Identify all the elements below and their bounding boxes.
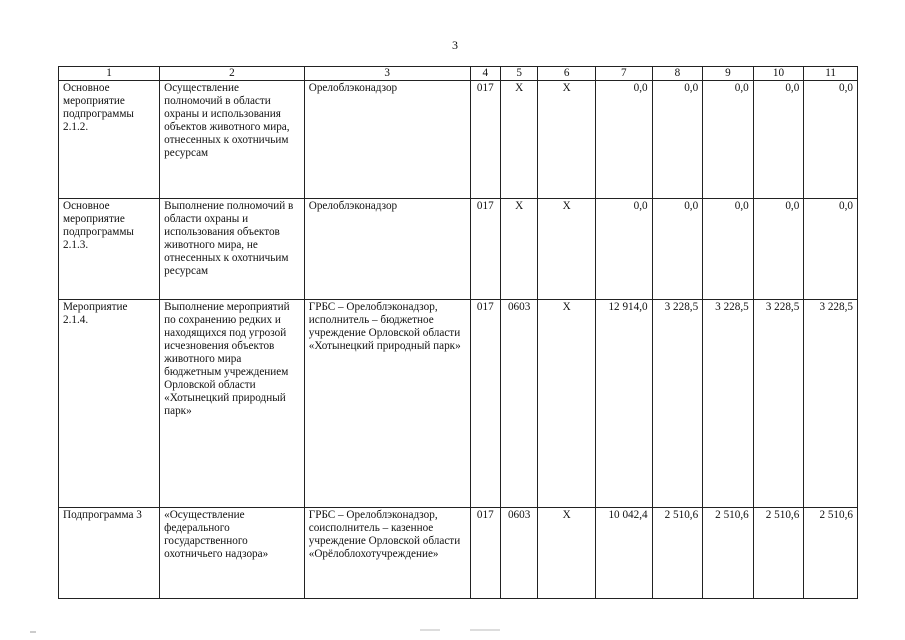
activity-name-cell: Основное мероприятие подпрограммы 2.1.3. <box>59 199 160 300</box>
amount-cell: 0,0 <box>652 199 703 300</box>
header-cell: 7 <box>595 67 652 81</box>
header-cell: 3 <box>304 67 470 81</box>
code-cell: 0603 <box>500 300 537 508</box>
activity-description-cell: Выполнение полномочий в области охраны и использования объектов животного мира, не отнесенных к охотничьим ресурсам <box>160 199 305 300</box>
header-cell: 8 <box>652 67 703 81</box>
header-cell: 11 <box>804 67 858 81</box>
responsible-executor-cell: ГРБС – Орелоблэконадзор, исполнитель – бюджетное учреждение Орловской области «Хотынецкий природный парк» <box>304 300 470 508</box>
amount-cell: 2 510,6 <box>804 508 858 599</box>
code-cell: Х <box>538 508 596 599</box>
table-row <box>59 81 858 199</box>
code-cell: Х <box>538 199 596 300</box>
activity-description-cell: «Осуществление федерального государственного охотничьего надзора» <box>160 508 305 599</box>
amount-cell: 0,0 <box>753 199 804 300</box>
code-cell: 017 <box>470 508 500 599</box>
code-cell: Х <box>538 300 596 508</box>
code-cell: 017 <box>470 81 500 199</box>
scan-artifact <box>0 628 905 636</box>
amount-cell: 0,0 <box>652 81 703 199</box>
amount-cell: 2 510,6 <box>703 508 754 599</box>
amount-cell: 3 228,5 <box>804 300 858 508</box>
amount-cell: 0,0 <box>804 81 858 199</box>
header-cell: 6 <box>538 67 596 81</box>
code-cell: 017 <box>470 199 500 300</box>
amount-cell: 0,0 <box>753 81 804 199</box>
table-header-row <box>59 67 858 81</box>
activity-name-cell: Мероприятие 2.1.4. <box>59 300 160 508</box>
amount-cell: 10 042,4 <box>595 508 652 599</box>
header-cell: 9 <box>703 67 754 81</box>
code-cell: Х <box>538 81 596 199</box>
table-row <box>59 508 858 599</box>
amount-cell: 0,0 <box>703 199 754 300</box>
code-cell: 0603 <box>500 508 537 599</box>
amount-cell: 0,0 <box>703 81 754 199</box>
responsible-executor-cell: Орелоблэконадзор <box>304 199 470 300</box>
code-cell: 017 <box>470 300 500 508</box>
amount-cell: 3 228,5 <box>652 300 703 508</box>
amount-cell: 2 510,6 <box>753 508 804 599</box>
amount-cell: 3 228,5 <box>753 300 804 508</box>
code-cell: Х <box>500 199 537 300</box>
activity-name-cell: Подпрограмма 3 <box>59 508 160 599</box>
amount-cell: 12 914,0 <box>595 300 652 508</box>
header-cell: 2 <box>160 67 305 81</box>
header-cell: 5 <box>500 67 537 81</box>
header-cell: 4 <box>470 67 500 81</box>
activity-name-cell: Основное мероприятие подпрограммы 2.1.2. <box>59 81 160 199</box>
amount-cell: 0,0 <box>595 81 652 199</box>
activity-description-cell: Осуществление полномочий в области охраны и использования объектов животного мира, отнесенных к охотничьим ресурсам <box>160 81 305 199</box>
table-row <box>59 300 858 508</box>
table-row <box>59 199 858 300</box>
amount-cell: 0,0 <box>804 199 858 300</box>
activity-description-cell: Выполнение мероприятий по сохранению редких и находящихся под угрозой исчезновения объектов животного мира бюджетным учреждением Орловской области «Хотынецкий природный парк» <box>160 300 305 508</box>
amount-cell: 0,0 <box>595 199 652 300</box>
responsible-executor-cell: ГРБС – Орелоблэконадзор, соисполнитель – казенное учреждение Орловской области «Орёлоблохотучреждение» <box>304 508 470 599</box>
responsible-executor-cell: Орелоблэконадзор <box>304 81 470 199</box>
amount-cell: 2 510,6 <box>652 508 703 599</box>
amount-cell: 3 228,5 <box>703 300 754 508</box>
budget-table <box>58 66 858 599</box>
header-cell: 1 <box>59 67 160 81</box>
code-cell: Х <box>500 81 537 199</box>
header-cell: 10 <box>753 67 804 81</box>
page-number: 3 <box>452 38 458 52</box>
